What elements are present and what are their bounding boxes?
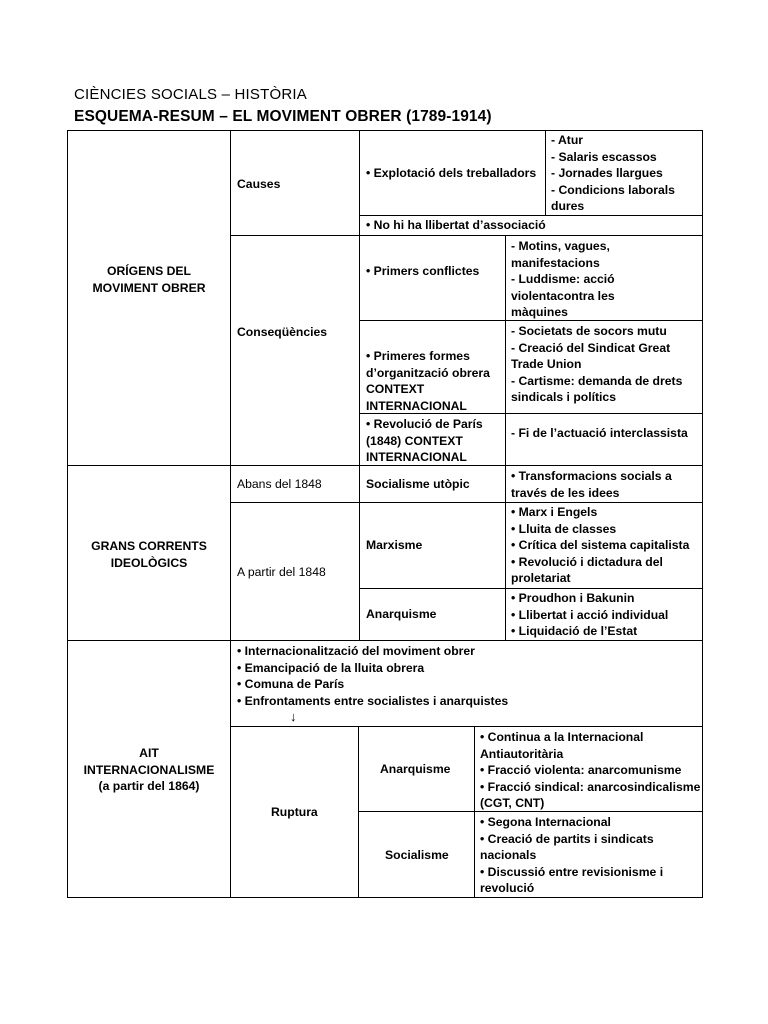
first-organization-details: - Societats de socors mutu - Creació del Sindicat Great Trade Union - Cartisme: demanda de drets sindicals i polítics: [511, 324, 683, 404]
consequences-label: Conseqüències: [237, 325, 328, 339]
down-arrow-icon: ↓: [290, 709, 297, 724]
paris-revolution: • Revolució de París (1848) CONTEXT INTERNACIONAL: [366, 417, 483, 464]
first-conflicts-details: - Motins, vagues, manifestacions - Luddisme: acció violentacontra les màquines: [511, 239, 615, 319]
rupture-label: Ruptura: [271, 805, 318, 819]
exploitation-cause: • Explotació dels treballadors: [366, 166, 537, 180]
ait-anarchism-details: • Continua a la Internacional Antiautoritària • Fracció violenta: anarcomunisme • Fracció sindical: anarcosindicalisme (CGT, CNT): [480, 730, 701, 810]
origins-section-label: ORÍGENS DEL MOVIMENT OBRER: [92, 264, 206, 295]
first-organization-forms: • Primeres formes d’organització obrera CONTEXT INTERNACIONAL: [366, 349, 490, 413]
anarchism-ideology-details: • Proudhon i Bakunin • Llibertat i acció individual • Liquidació de l’Estat: [511, 591, 669, 638]
subject-heading: CIÈNCIES SOCIALS – HISTÒRIA: [74, 86, 307, 103]
ait-section-label: AIT INTERNACIONALISME (a partir del 1864): [83, 746, 215, 793]
marxism-details: • Marx i Engels • Lluita de classes • Crítica del sistema capitalista • Revolució i dictadura del proletariat: [511, 505, 690, 585]
ait-socialism-label: Socialisme: [385, 848, 449, 862]
exploitation-details: - Atur - Salaris escassos - Jornades llargues - Condicions laborals dures: [551, 133, 675, 213]
before-1848-label: Abans del 1848: [237, 477, 322, 491]
after-1848-label: A partir del 1848: [237, 565, 326, 579]
page-title: ESQUEMA-RESUM – EL MOVIMENT OBRER (1789-1914): [74, 108, 492, 125]
utopian-socialism: Socialisme utòpic: [366, 477, 470, 491]
no-freedom-cause: • No hi ha llibertat d’associació: [366, 218, 546, 232]
ait-points: • Internacionalització del moviment obrer • Emancipació de la lluita obrera • Comuna de París • Enfrontaments entre socialistes i anarquistes: [237, 644, 509, 708]
ait-anarchism-label: Anarquisme: [380, 762, 451, 776]
first-conflicts: • Primers conflictes: [366, 264, 480, 278]
causes-label: Causes: [237, 177, 281, 191]
paris-revolution-details: - Fi de l’actuació interclassista: [511, 426, 688, 440]
utopian-socialism-details: • Transformacions socials a través de les idees: [511, 469, 672, 500]
marxism-label: Marxisme: [366, 538, 423, 552]
ideologies-section-label: GRANS CORRENTS IDEOLÒGICS: [91, 539, 207, 570]
anarchism-ideology-label: Anarquisme: [366, 607, 437, 621]
ait-socialism-details: • Segona Internacional • Creació de partits i sindicats nacionals • Discussió entre revisionisme i revolució: [480, 815, 664, 895]
